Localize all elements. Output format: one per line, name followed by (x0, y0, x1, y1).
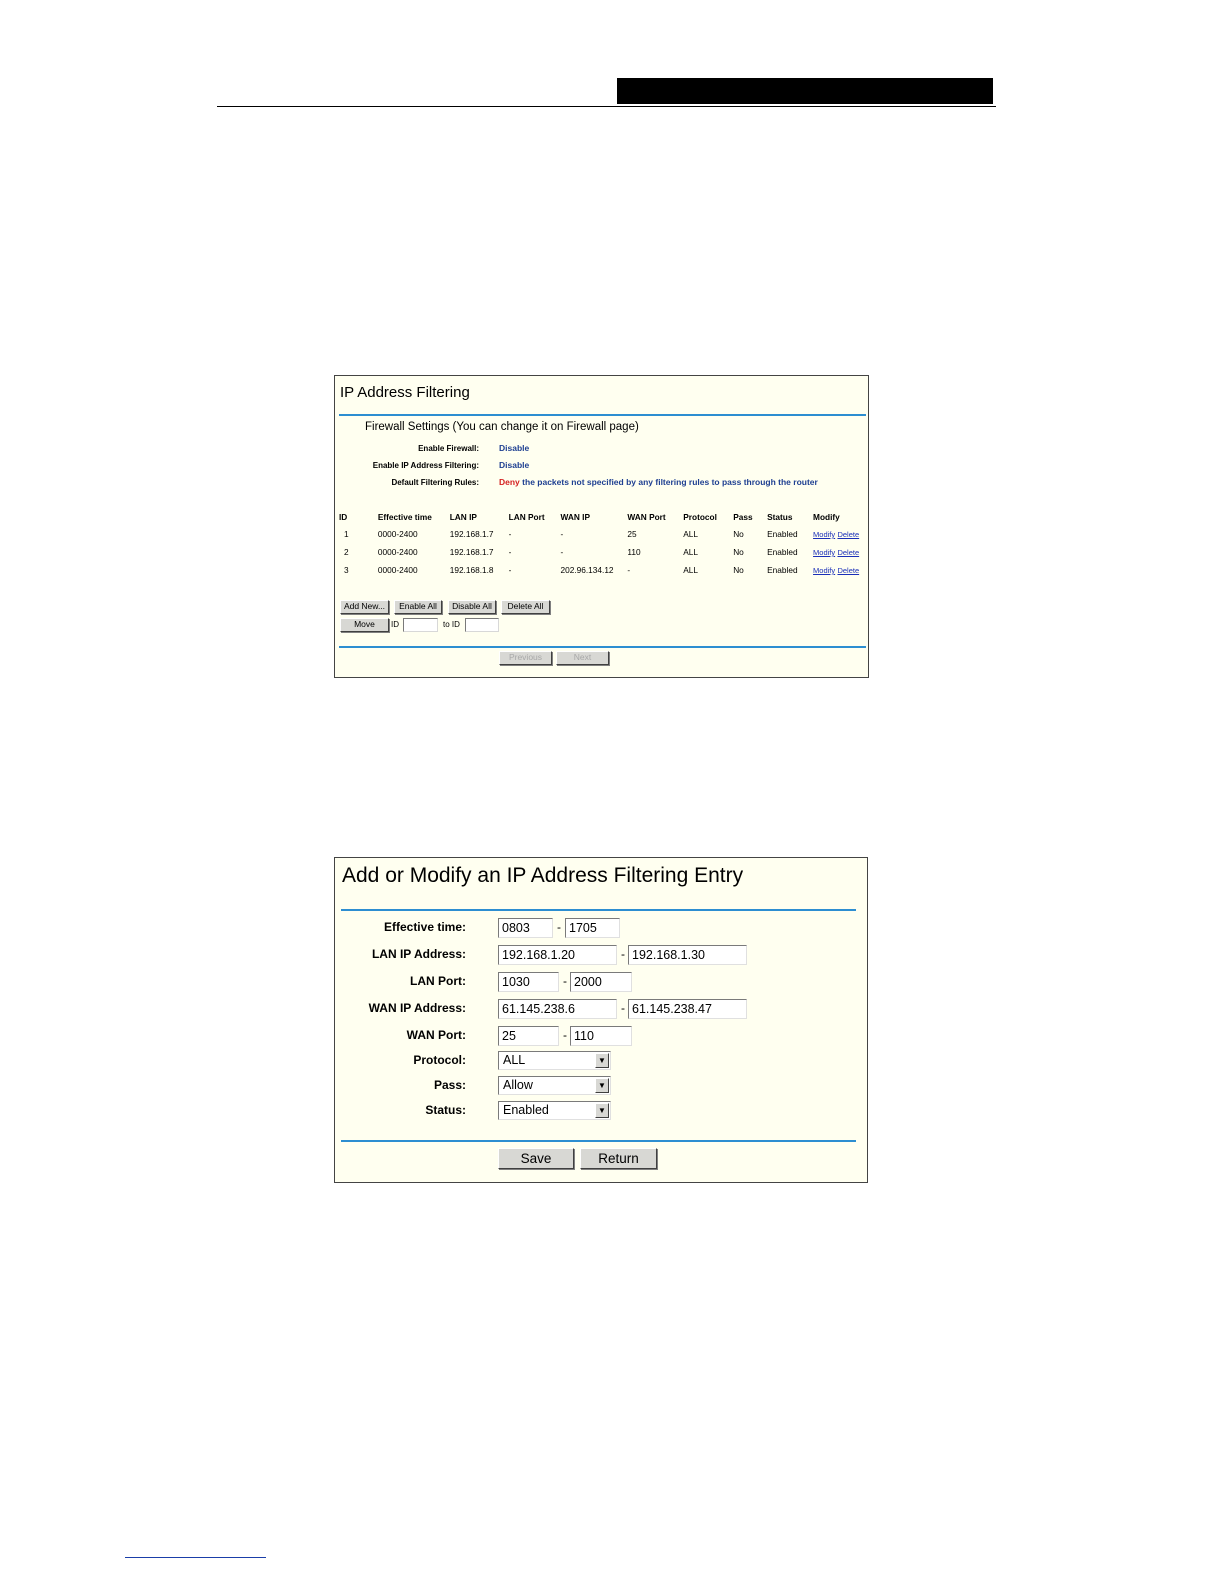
cell-time: 0000-2400 (377, 565, 418, 575)
cell-time: 0000-2400 (377, 529, 418, 539)
cell-status: Enabled (767, 547, 798, 557)
move-button[interactable]: Move (340, 618, 389, 632)
delete-link[interactable]: Delete (837, 530, 860, 539)
lan-port-row (335, 972, 869, 994)
delete-link[interactable]: Delete (837, 566, 860, 575)
protocol-label: Protocol: (413, 1053, 466, 1067)
cell-protocol: ALL (683, 565, 699, 575)
delete-link[interactable]: Delete (837, 548, 860, 557)
cell-lan-port: - (508, 547, 512, 557)
cell-modify (813, 546, 868, 564)
wan-port-row (335, 1026, 869, 1048)
pass-row (335, 1076, 869, 1098)
enable-ip-filtering-value: Disable (499, 460, 530, 470)
chevron-down-icon[interactable]: ▼ (595, 1053, 609, 1068)
footer-link-underline (125, 1557, 266, 1558)
cell-lan-port: - (508, 529, 512, 539)
modify-link[interactable]: Modify (813, 548, 836, 557)
next-button[interactable]: Next (556, 651, 609, 665)
to-id-label: to ID (443, 620, 460, 629)
enable-ip-filtering-label: Enable IP Address Filtering: (372, 461, 479, 470)
col-header-status: Status (767, 512, 793, 522)
col-header-id: ID (339, 512, 348, 522)
cell-protocol: ALL (683, 529, 699, 539)
add-new-button[interactable]: Add New... (340, 600, 389, 614)
cell-wan-ip: - (560, 529, 564, 539)
enable-firewall-value: Disable (499, 443, 530, 453)
wan-port-to-input[interactable]: 110 (570, 1026, 632, 1046)
status-row (335, 1101, 869, 1123)
cell-id: 2 (344, 547, 349, 557)
pass-value: Allow (503, 1078, 533, 1092)
modify-link[interactable]: Modify (813, 566, 836, 575)
cell-wan-ip: 202.96.134.12 (560, 565, 614, 575)
wan-port-from-input[interactable]: 25 (498, 1026, 559, 1046)
col-header-pass: Pass (733, 512, 753, 522)
modify-link[interactable]: Modify (813, 530, 836, 539)
cell-pass: No (733, 547, 744, 557)
default-filtering-rules-row (335, 476, 870, 490)
table-row (339, 528, 868, 546)
cell-modify (813, 528, 868, 546)
cell-lan-port: - (508, 565, 512, 575)
cell-wan-port: 25 (627, 529, 637, 539)
wan-ip-to-input[interactable]: 61.145.238.47 (628, 999, 747, 1019)
enable-firewall-label: Enable Firewall: (418, 444, 479, 453)
delete-all-button[interactable]: Delete All (501, 600, 550, 614)
previous-button[interactable]: Previous (499, 651, 552, 665)
protocol-select[interactable] (498, 1051, 611, 1070)
panel-title: Add or Modify an IP Address Filtering Entry (342, 864, 744, 887)
effective-time-row (335, 918, 869, 940)
cell-protocol: ALL (683, 547, 699, 557)
col-header-modify: Modify (813, 512, 840, 522)
id-label: ID (391, 620, 399, 629)
ip-address-filtering-panel (334, 375, 869, 678)
enable-firewall-row (335, 442, 870, 456)
pass-label: Pass: (433, 1078, 466, 1092)
col-header-lan-ip: LAN IP (449, 512, 477, 522)
chevron-down-icon[interactable]: ▼ (595, 1103, 609, 1118)
cell-status: Enabled (767, 565, 798, 575)
deny-text: Deny (499, 477, 520, 487)
range-dash: - (563, 1028, 567, 1042)
pass-select[interactable] (498, 1076, 611, 1095)
lan-ip-from-input[interactable]: 192.168.1.20 (498, 945, 617, 965)
lan-ip-label: LAN IP Address: (371, 947, 466, 961)
move-from-id-input[interactable] (403, 618, 438, 632)
status-value: Enabled (503, 1103, 549, 1117)
divider (339, 414, 866, 416)
enable-ip-filtering-row (335, 459, 870, 473)
move-to-id-input[interactable] (465, 618, 499, 632)
status-label: Status: (425, 1103, 466, 1117)
save-button[interactable]: Save (498, 1148, 574, 1169)
enable-all-button[interactable]: Enable All (394, 600, 442, 614)
cell-lan-ip: 192.168.1.7 (449, 529, 494, 539)
wan-ip-label: WAN IP Address: (368, 1001, 466, 1015)
header-bar (617, 78, 993, 104)
default-filtering-rules-label: Default Filtering Rules: (391, 478, 479, 487)
col-header-wan-port: WAN Port (627, 512, 666, 522)
panel-title: IP Address Filtering (340, 384, 470, 401)
protocol-value: ALL (503, 1053, 526, 1067)
cell-wan-port: 110 (627, 547, 641, 557)
lan-ip-row (335, 945, 869, 967)
col-header-protocol: Protocol (683, 512, 717, 522)
cell-time: 0000-2400 (377, 547, 418, 557)
return-button[interactable]: Return (580, 1148, 657, 1169)
chevron-down-icon[interactable]: ▼ (595, 1078, 609, 1093)
add-modify-entry-panel (334, 857, 868, 1183)
lan-port-from-input[interactable]: 1030 (498, 972, 559, 992)
cell-lan-ip: 192.168.1.8 (449, 565, 494, 575)
cell-pass: No (733, 529, 744, 539)
cell-modify (813, 564, 868, 582)
rule-description: the packets not specified by any filtering rules to pass through the router (522, 477, 818, 487)
cell-lan-ip: 192.168.1.7 (449, 547, 494, 557)
protocol-row (335, 1051, 869, 1073)
range-dash: - (621, 1001, 625, 1015)
col-header-wan-ip: WAN IP (560, 512, 590, 522)
cell-status: Enabled (767, 529, 798, 539)
table-row (339, 564, 868, 582)
rules-table (339, 512, 868, 582)
wan-ip-from-input[interactable]: 61.145.238.6 (498, 999, 617, 1019)
default-filtering-rules-value (499, 477, 818, 487)
wan-ip-row (335, 999, 869, 1021)
cell-id: 3 (344, 565, 349, 575)
range-dash: - (621, 947, 625, 961)
firewall-settings-title: Firewall Settings (You can change it on Firewall page) (365, 421, 639, 433)
cell-wan-ip: - (560, 547, 564, 557)
table-row (339, 546, 868, 564)
range-dash: - (563, 974, 567, 988)
col-header-lan-port: LAN Port (508, 512, 545, 522)
cell-id: 1 (344, 529, 349, 539)
divider (341, 1140, 856, 1142)
range-dash: - (557, 920, 561, 934)
lan-port-label: LAN Port: (410, 974, 466, 988)
effective-time-to-input[interactable]: 1705 (565, 918, 620, 938)
disable-all-button[interactable]: Disable All (448, 600, 496, 614)
col-header-effective-time: Effective time (377, 512, 432, 522)
status-select[interactable] (498, 1101, 611, 1120)
effective-time-label: Effective time: (383, 920, 466, 934)
wan-port-label: WAN Port: (406, 1028, 466, 1042)
lan-port-to-input[interactable]: 2000 (570, 972, 632, 992)
divider (339, 646, 866, 648)
divider (341, 909, 856, 911)
effective-time-from-input[interactable]: 0803 (498, 918, 553, 938)
table-header-row (339, 512, 868, 528)
header-rule (217, 106, 996, 107)
cell-wan-port: - (627, 565, 631, 575)
lan-ip-to-input[interactable]: 192.168.1.30 (628, 945, 747, 965)
cell-pass: No (733, 565, 744, 575)
